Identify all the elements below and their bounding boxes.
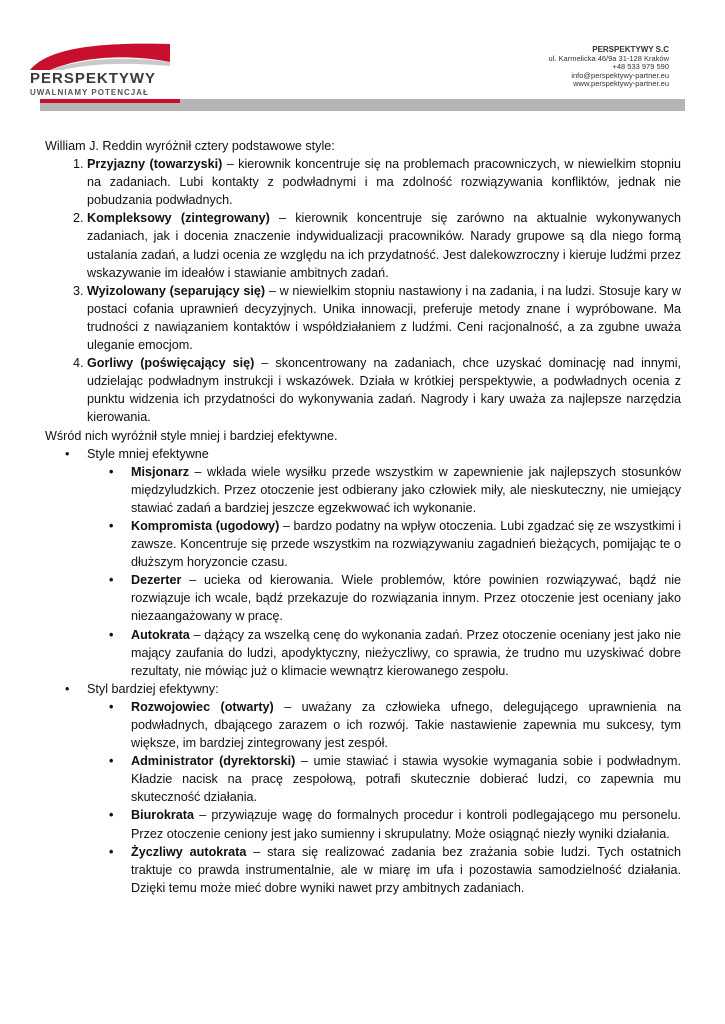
style-term: Autokrata (131, 627, 190, 642)
more-effective-list (87, 698, 681, 897)
style-desc: – ucieka od kierowania. Wiele problemów, które powinien rozwiązywać, bądź nie rozwiązuje ich wcale, bądź przekazuje do rozwiązania innym. Przez otoczenie jest oceniany jako niezaangażowany w pracę. (131, 573, 681, 624)
list-item (131, 517, 681, 571)
list-item (131, 752, 681, 806)
intro-text: William J. Reddin wyróżnił cztery podstawowe style: (45, 139, 335, 153)
style-desc: – kierownik koncentruje się na problemach pracowniczych, w niewielkim stopniu na zadaniach. Lubi kontakty z podwładnymi i ma zdolność rozwiązywania konfliktów, jednak nie pobudzania podwładnych. (87, 157, 681, 208)
style-desc: – uważany za człowieka ufnego, delegującego uprawnienia na podwładnych, dbającego zarazem o ich rozwój. Takie nastawienie zapewnia mu sukcesy, tym większe, im bardziej zintegrowany jest zespół. (131, 699, 681, 751)
style-term: Dezerter (131, 573, 182, 588)
style-desc: – bardzo podatny na wpływ otoczenia. Lubi zgadzać się ze wszystkimi i zawsze. Koncentruje się przede wszystkim na rozwiązywaniu zagadnień bieżących, pomijając te o dłuższym horyzoncie czasu. (131, 518, 681, 570)
style-term: Administrator (dyrektorski) (131, 754, 296, 769)
style-term: Rozwojowiec (otwarty) (131, 699, 274, 714)
list-item (87, 209, 681, 281)
list-item (131, 463, 681, 517)
less-effective-label: Style mniej efektywne (87, 446, 209, 461)
basic-styles-list (45, 155, 681, 426)
company-name: PERSPEKTYWY S.C (592, 45, 669, 54)
style-term: Kompleksowy (zintegrowany) (87, 211, 270, 226)
style-term: Przyjazny (towarzyski) (87, 157, 223, 172)
list-item (87, 445, 681, 680)
style-desc: – w niewielkim stopniu nastawiony i na zadania, i na ludzi. Stosuje kary w postaci cofania uprawnień decyzyjnych. Unika innowacji, preferuje metody znane i wypróbowane. Ma trudności z nawiązaniem kontaktów i współdziałaniem z ludźmi. Ceni racjonalność, a za zgubne uważa uleganie emocjom. (87, 283, 681, 353)
style-term: Gorliwy (poświęcający się) (87, 356, 255, 371)
style-term: Życzliwy autokrata (131, 844, 247, 859)
list-item (131, 571, 681, 625)
company-phone: +48 533 979 590 (612, 62, 669, 72)
list-item (131, 843, 681, 897)
style-desc: – umie stawiać i stawia wysokie wymagania sobie i podwładnym. Kładzie nacisk na pracę zespołową, potrafi skutecznie dobierać ludzi, co zapewnia mu skuteczność działania. (131, 754, 681, 805)
brand-name: PERSPEKTYWY (30, 70, 157, 87)
document-body (45, 137, 681, 897)
header-accent-bar (40, 99, 180, 103)
effectiveness-list (45, 445, 681, 897)
company-contact (549, 46, 669, 89)
company-logo (28, 40, 178, 98)
list-item (87, 354, 681, 426)
less-effective-list (87, 463, 681, 680)
company-address: ul. Karmelicka 46/9a 31-128 Kraków (548, 53, 669, 63)
style-desc: – wkłada wiele wysiłku przede wszystkim w zapewnienie jak najlepszych stosunków międzyludzkich. Przez otoczenie jest odbierany jako człowiek miły, ale nieskuteczny, nie umiejący stawiać zadań a bardziej jeszcze egzekwować ich wykonanie. (131, 464, 681, 515)
style-desc: – dążący za wszelką cenę do wykonania zadań. Przez otoczenie oceniany jest jako nie mający zaufania do ludzi, apodyktyczny, nieżyczliwy, co sprawia, że trudno mu uzyskiwać dobre rezultaty, nie mówiąc już o klimacie wewnątrz kierowanego zespołu. (131, 627, 681, 678)
style-term: Kompromista (ugodowy) (131, 518, 280, 533)
style-term: Wyizolowany (separujący się) (87, 283, 266, 298)
list-item (131, 698, 681, 752)
company-website: www.perspektywy-partner.eu (573, 79, 669, 89)
list-item (131, 806, 681, 842)
more-effective-label: Styl bardziej efektywny: (87, 681, 219, 696)
style-desc: – przywiązuje wagę do formalnych procedur i kontroli podlegającego mu personelu. Przez otoczenie ceniony jest jako sumienny i skrupulatny. Może osiągnąć niezły wyniki działania. (131, 808, 681, 841)
style-desc: – stara się realizować zadania bez zrażania sobie ludzi. Tych ostatnich traktuje co prawda instrumentalnie, ale w miarę im ufa i pozostawia samodzielność działania. Dzięki temu może mieć dobre wyniki nawet przy ambitnych zadaniach. (131, 844, 681, 895)
letterhead (0, 0, 725, 118)
list-item (87, 680, 681, 897)
list-item (87, 282, 681, 354)
logo-swoosh-icon (28, 40, 178, 72)
style-term: Biurokrata (131, 808, 194, 823)
company-email: info@perspektywy-partner.eu (571, 70, 669, 80)
style-term: Misjonarz (131, 464, 190, 479)
list-item (131, 626, 681, 680)
brand-tagline: UWALNIAMY POTENCJAŁ (30, 88, 149, 97)
style-desc: – skoncentrowany na zadaniach, chce uzyskać dominację nad innymi, udzielając podwładnym instrukcji i wskazówek. Działa w krótkiej perspektywie, a podwładnych ocenia z punktu widzenia ich przydatności do wykonywania zadań. Nagrody i kary uważa za najlepsze narzędzia kierowania. (87, 356, 681, 425)
list-item (87, 155, 681, 209)
style-desc: – kierownik koncentruje się zarówno na aktualnie wykonywanych zadaniach, jak i docenia znaczenie indywidualizacji pracowników. Narady grupowe są dla niego formą ustalania zadań, a ludzi ocenia ze względu na ich przydatność. Jest dalekowzroczny i kieruje ludźmi przez wskazywanie im ideałów i stawianie ambitnych zadań. (87, 211, 681, 280)
mid-text: Wśród nich wyróżnił style mniej i bardziej efektywne. (45, 428, 338, 443)
